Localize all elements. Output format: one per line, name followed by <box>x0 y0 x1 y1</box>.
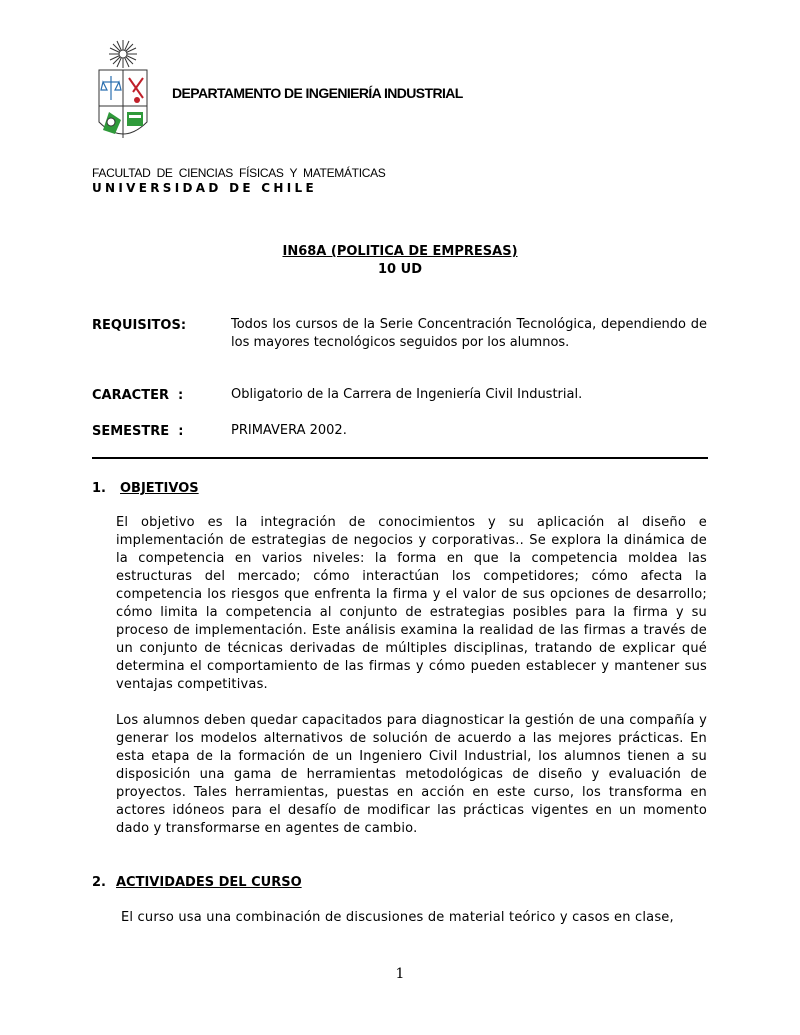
university-crest-logo <box>93 38 153 148</box>
course-units: 10 UD <box>378 262 422 277</box>
section-title: ACTIVIDADES DEL CURSO <box>116 875 302 890</box>
department-name: DEPARTAMENTO DE INGENIERÍA INDUSTRIAL <box>172 85 463 101</box>
section-number: 1. <box>92 481 106 496</box>
semestre-label: SEMESTRE : <box>92 424 184 439</box>
section-number: 2. <box>92 875 106 890</box>
section-divider <box>92 457 708 459</box>
objetivos-paragraph-2: Los alumnos deben quedar capacitados para diagnosticar la gestión de una compañía y generar los modelos alternativos de solución de acuerdo a las mejores prácticas. En esta etapa de la formación de un Ingeniero Civil Industrial, los alumnos tienen a su disposición una gama de herramientas metodológicas de diseño y evaluación de proyectos. Tales herramientas, puestas en acción en este curso, los transforma en actores idóneos para el desafío de modificar las prácticas vigentes en un momento dado y transformarse en agentes de cambio. <box>116 713 707 836</box>
actividades-paragraph-1: El curso usa una combinación de discusiones de material teórico y casos en clase, <box>121 910 674 925</box>
caracter-value: Obligatorio de la Carrera de Ingeniería Civil Industrial. <box>231 387 583 402</box>
requisitos-value: Todos los cursos de la Serie Concentración Tecnológica, dependiendo de los mayores tecnológicos seguidos por los alumnos. <box>231 317 707 350</box>
objetivos-paragraph-1: El objetivo es la integración de conocimientos y su aplicación al diseño e implementación de estrategias de negocios y corporativas.. Se explora la dinámica de la competencia en varios niveles: la forma en que la competencia moldea las estructuras del mercado; cómo interactúan los competidores; cómo afecta la competencia los riesgos que enfrenta la firma y el valor de sus opciones de desarrollo; cómo limita la competencia al conjunto de estrategias posibles para la firma y su proceso de implementación. Este análisis examina la realidad de las firmas a través de un conjunto de técnicas derivadas de múltiples disciplinas, tratando de explicar qué determina el comportamiento de las firmas y cómo pueden establecer y mantener sus ventajas competitivas. <box>116 515 707 692</box>
caracter-label: CARACTER : <box>92 388 184 403</box>
requisitos-label: REQUISITOS: <box>92 318 187 333</box>
faculty-name: FACULTAD DE CIENCIAS FÍSICAS Y MATEMÁTICAS <box>92 166 386 180</box>
semestre-value: PRIMAVERA 2002. <box>231 423 347 438</box>
section-actividades-heading <box>92 875 302 890</box>
course-title <box>0 244 800 259</box>
university-name: UNIVERSIDAD DE CHILE <box>92 181 317 195</box>
page-number: 1 <box>395 966 405 982</box>
section-title: OBJETIVOS <box>120 481 199 496</box>
section-objetivos-heading <box>92 481 199 496</box>
course-title-text: IN68A (POLITICA DE EMPRESAS) <box>282 244 518 259</box>
